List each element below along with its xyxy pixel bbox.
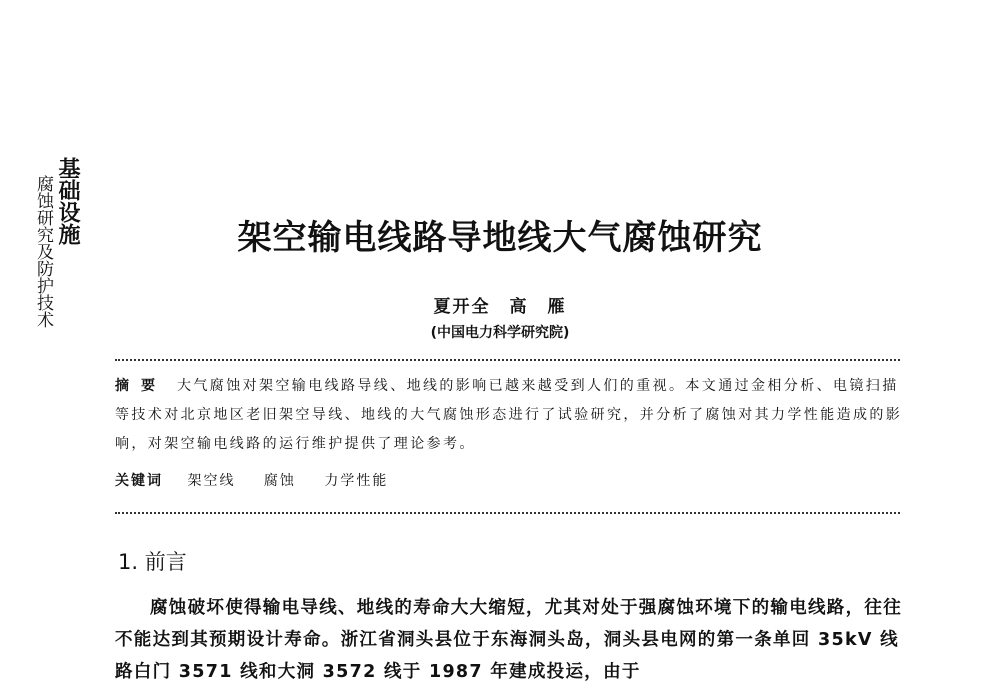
abstract-block xyxy=(115,372,905,459)
paper-authors: 夏开全 高 雁 xyxy=(433,297,567,317)
keyword-item: 腐蚀 xyxy=(263,473,296,489)
journal-section-header xyxy=(12,155,82,365)
keyword-item: 力学性能 xyxy=(324,473,389,489)
section-heading: 1. 前言 xyxy=(118,550,187,574)
abstract-label: 摘要 xyxy=(115,378,167,394)
abstract-text: 大气腐蚀对架空输电线路导线、地线的影响已越来越受到人们的重视。本文通过金相分析、电镜扫描等技术对北京地区老旧架空导线、地线的大气腐蚀形态进行了试验研究，并分析了腐蚀对其力学性能造成的影响，对架空输电线路的运行维护提供了理论参考。 xyxy=(115,378,903,452)
body-paragraph: 腐蚀破坏使得输电导线、地线的寿命大大缩短，尤其对处于强腐蚀环境下的输电线路，往往不能达到其预期设计寿命。浙江省洞头县位于东海洞头岛，洞头县电网的第一条单回 35kV 线路白门 3571 线和大洞 3572 线于 1987 年建成投运，由于 xyxy=(115,598,902,682)
keyword-item: 架空线 xyxy=(187,473,236,489)
keywords-label: 关键词 xyxy=(115,473,163,489)
abstract-top-divider xyxy=(115,359,900,361)
abstract-bottom-divider xyxy=(115,512,900,514)
author-affiliation: (中国电力科学研究院) xyxy=(430,325,570,341)
keywords-block xyxy=(115,470,900,490)
section-title-sub: 腐蚀研究及防护技术 xyxy=(33,175,53,328)
section-title-main: 基础设施 xyxy=(55,157,80,245)
paper-title: 架空输电线路导地线大气腐蚀研究 xyxy=(237,218,763,258)
